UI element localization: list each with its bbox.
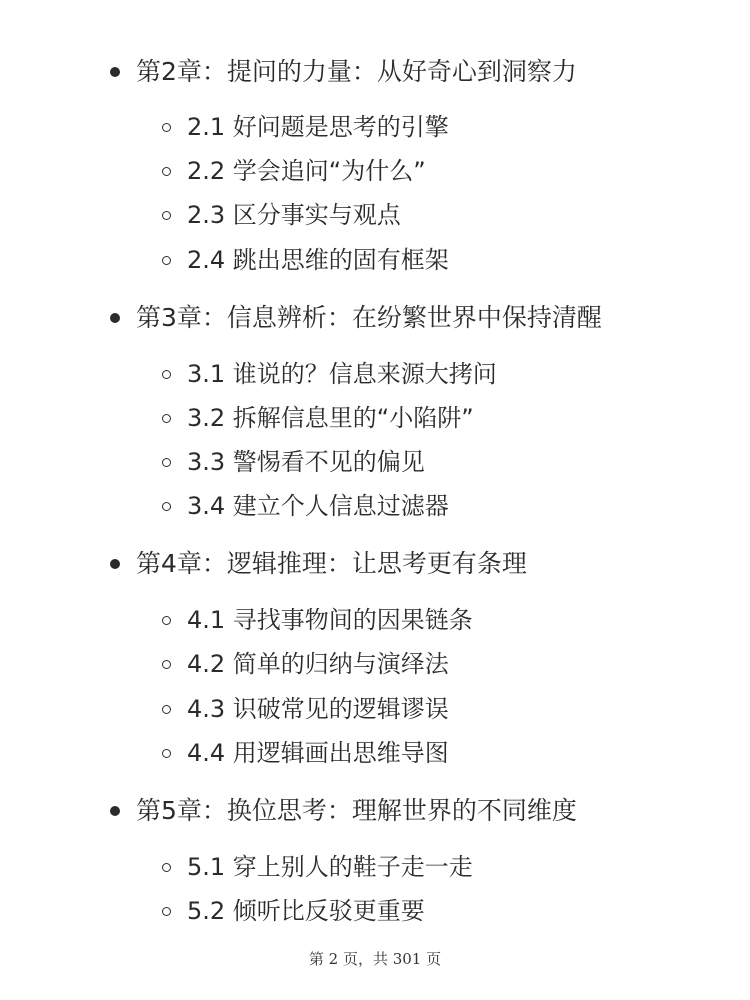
toc-section-4-3 (162, 691, 449, 727)
section-title: 5.1 穿上别人的鞋子走一走 (187, 853, 473, 881)
section-title: 4.3 识破常见的逻辑谬误 (187, 695, 449, 723)
bullet-circle-icon (162, 414, 171, 423)
toc-section-3-3 (162, 444, 425, 480)
toc-section-4-1 (162, 602, 473, 638)
toc-chapter-4 (110, 544, 527, 584)
section-title: 2.4 跳出思维的固有框架 (187, 246, 449, 274)
chapter-title: 第5章：换位思考：理解世界的不同维度 (136, 796, 577, 825)
bullet-circle-icon (162, 458, 171, 467)
bullet-circle-icon (162, 705, 171, 714)
toc-section-5-1 (162, 849, 473, 885)
bullet-circle-icon (162, 660, 171, 669)
page-number-footer: 第 2 页，共 301 页 (308, 950, 442, 968)
bullet-dot-icon (110, 67, 120, 77)
section-title: 4.4 用逻辑画出思维导图 (187, 739, 449, 767)
section-title: 3.2 拆解信息里的“小陷阱” (187, 404, 474, 432)
chapter-title: 第4章：逻辑推理：让思考更有条理 (136, 549, 527, 578)
toc-chapter-2 (110, 52, 577, 92)
toc-chapter-5 (110, 791, 577, 831)
bullet-dot-icon (110, 559, 120, 569)
bullet-circle-icon (162, 907, 171, 916)
bullet-dot-icon (110, 806, 120, 816)
toc-section-3-2 (162, 400, 474, 436)
toc-section-3-1 (162, 356, 497, 392)
section-title: 3.3 警惕看不见的偏见 (187, 448, 425, 476)
bullet-circle-icon (162, 123, 171, 132)
toc-chapter-3 (110, 298, 602, 338)
bullet-circle-icon (162, 256, 171, 265)
bullet-dot-icon (110, 313, 120, 323)
section-title: 3.1 谁说的？信息来源大拷问 (187, 360, 497, 388)
bullet-circle-icon (162, 749, 171, 758)
toc-section-2-2 (162, 153, 426, 189)
bullet-circle-icon (162, 502, 171, 511)
bullet-circle-icon (162, 616, 171, 625)
toc-section-4-2 (162, 646, 449, 682)
bullet-circle-icon (162, 211, 171, 220)
toc-section-4-4 (162, 735, 449, 771)
section-title: 2.2 学会追问“为什么” (187, 157, 426, 185)
toc-section-2-1 (162, 109, 449, 145)
section-title: 2.3 区分事实与观点 (187, 201, 401, 229)
section-title: 4.1 寻找事物间的因果链条 (187, 606, 473, 634)
bullet-circle-icon (162, 370, 171, 379)
section-title: 5.2 倾听比反驳更重要 (187, 897, 425, 925)
chapter-title: 第2章：提问的力量：从好奇心到洞察力 (136, 57, 577, 86)
toc-section-2-4 (162, 242, 449, 278)
section-title: 3.4 建立个人信息过滤器 (187, 492, 449, 520)
section-title: 2.1 好问题是思考的引擎 (187, 113, 449, 141)
toc-section-3-4 (162, 488, 449, 524)
toc-section-2-3 (162, 197, 401, 233)
bullet-circle-icon (162, 863, 171, 872)
section-title: 4.2 简单的归纳与演绎法 (187, 650, 449, 678)
chapter-title: 第3章：信息辨析：在纷繁世界中保持清醒 (136, 303, 602, 332)
bullet-circle-icon (162, 167, 171, 176)
toc-section-5-2 (162, 893, 425, 929)
